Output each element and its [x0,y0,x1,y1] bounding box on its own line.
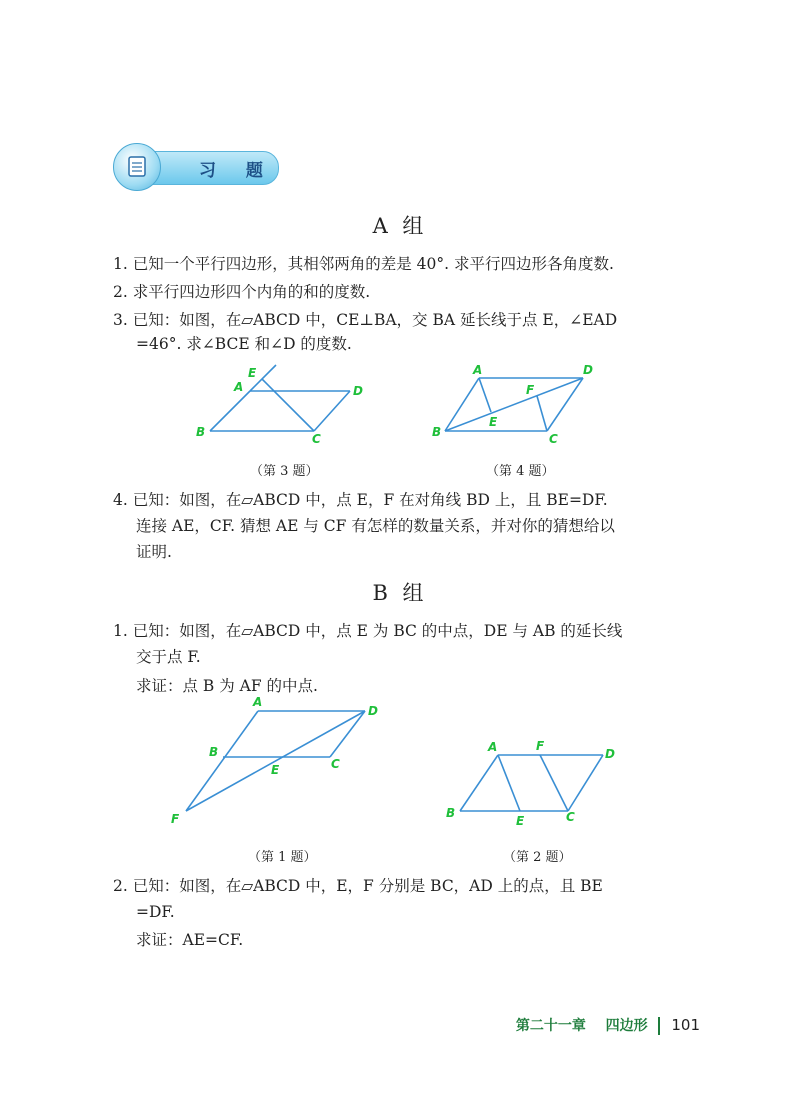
fig3-edge-cd [314,391,350,431]
fig4-diagonal-bd [445,378,583,431]
page-footer [516,1015,700,1035]
a-question-1: 1. 已知一个平行四边形，其相邻两角的差是 40°. 求平行四边形各角度数. [113,255,614,273]
figure-4-diagram [425,360,605,445]
figure-b2-caption: （第 2 题） [503,850,572,865]
footer-separator [658,1017,660,1035]
figb2-label-b: B [446,806,456,820]
b-question-1-line-1: 1. 已知：如图，在▱ABCD 中，点 E 为 BC 的中点，DE 与 AB 的延长线 [113,622,623,640]
figb1-label-d: D [368,704,378,718]
figb1-label-e: E [271,763,280,777]
b-question-2-line-3: 求证：AE=CF. [136,931,244,949]
figb1-label-c: C [331,757,340,771]
fig3-label-b: B [196,425,206,439]
fig4-label-d: D [583,363,593,377]
figb1-line-af [186,711,258,811]
figb2-label-d: D [605,747,615,761]
footer-section: 四边形 [605,1018,648,1034]
figb2-label-a: A [488,740,498,754]
fig4-segment-ae [479,378,491,412]
figure-3-caption: （第 3 题） [250,464,319,479]
fig4-edge-cd [547,378,583,431]
notepad-icon [128,155,146,177]
fig4-label-b: B [432,425,442,439]
fig4-label-f: F [526,383,535,397]
page-number: 101 [671,1016,700,1034]
banner-title: 习 题 [199,161,275,181]
fig4-label-c: C [549,432,558,445]
fig4-segment-cf [537,396,547,431]
fig4-edge-ab [445,378,479,431]
figb1-label-b: B [209,745,219,759]
a-question-4-line-1: 4. 已知：如图，在▱ABCD 中，点 E，F 在对角线 BD 上，且 BE=DF. [113,491,608,509]
banner-circle [113,143,161,191]
figb2-segment-fc [540,755,568,811]
b-question-1-line-2: 交于点 F. [136,648,201,666]
exercise-banner [113,143,278,189]
a-question-3-line-2: =46°. 求∠BCE 和∠D 的度数. [136,335,352,353]
figb1-label-f: F [171,812,180,826]
b-question-2-line-1: 2. 已知：如图，在▱ABCD 中，E，F 分别是 BC，AD 上的点，且 BE [113,877,603,895]
figure-4-caption: （第 4 题） [486,464,555,479]
figb2-label-c: C [566,810,575,824]
figure-b2-diagram [440,738,620,828]
a-question-4-line-2: 连接 AE，CF. 猜想 AE 与 CF 有怎样的数量关系，并对你的猜想给以 [136,517,615,535]
figb2-edge-ab [460,755,498,811]
fig3-segment-ce [262,379,314,431]
fig3-label-d: D [353,384,363,398]
figb2-edge-cd [568,755,603,811]
figb1-edge-cd [330,711,365,757]
figb2-label-f: F [536,739,545,753]
fig4-label-a: A [473,363,483,377]
b-question-1-line-3: 求证：点 B 为 AF 的中点. [136,677,318,695]
fig4-label-e: E [489,415,498,429]
group-b-title: B 组 [372,581,428,605]
fig3-label-a: A [234,380,244,394]
figb2-label-e: E [516,814,525,828]
a-question-3-line-1: 3. 已知：如图，在▱ABCD 中，CE⊥BA，交 BA 延长线于点 E，∠EAD [113,311,618,329]
figb2-segment-ae [498,755,520,811]
fig3-edge-ab [210,391,250,431]
a-question-4-line-3: 证明. [136,543,172,561]
a-question-2: 2. 求平行四边形四个内角的和的度数. [113,283,371,301]
fig3-label-e: E [248,366,257,380]
figure-3-diagram [190,360,370,445]
figure-b1-diagram [165,694,395,829]
fig3-label-c: C [312,432,321,445]
group-a-title: A 组 [372,214,428,238]
footer-chapter: 第二十一章 [515,1018,586,1034]
figb1-label-a: A [253,695,263,709]
figure-b1-caption: （第 1 题） [248,850,317,865]
b-question-2-line-2: =DF. [136,903,175,921]
